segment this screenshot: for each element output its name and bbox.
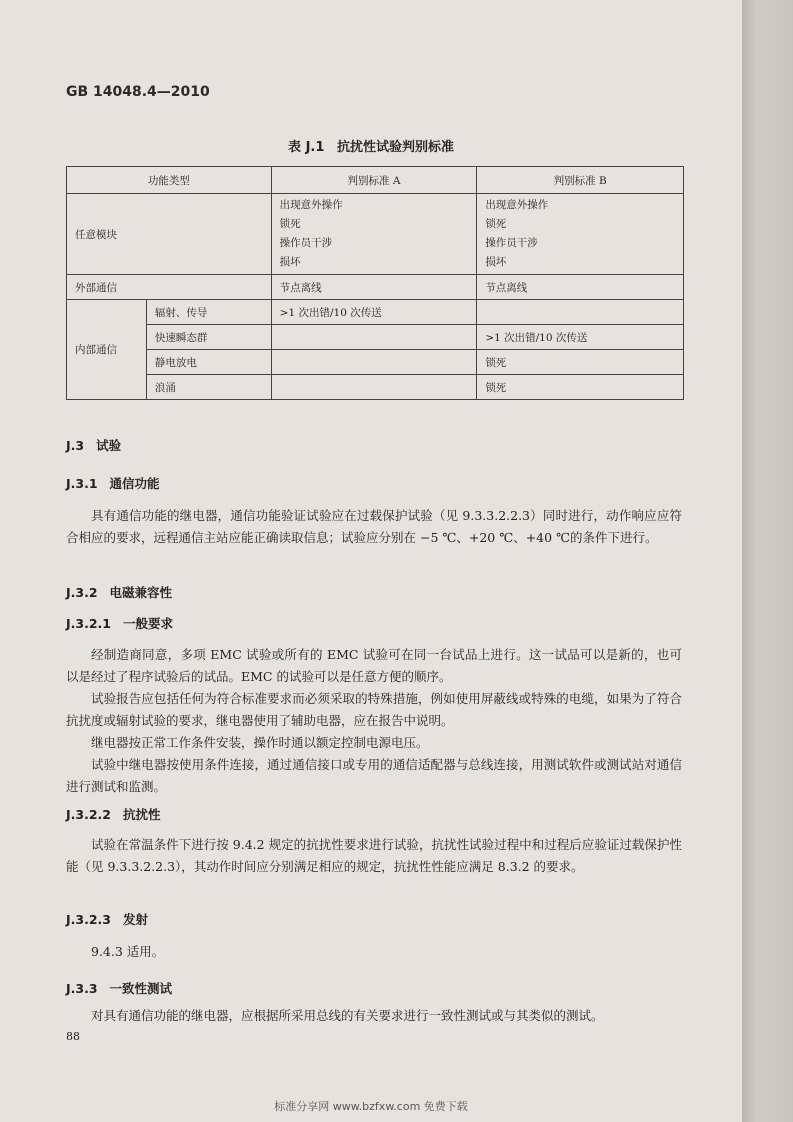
page-number: 88 (66, 1030, 80, 1043)
paragraph: 具有通信功能的继电器，通信功能验证试验应在过载保护试验（见 9.3.3.2.2.3）同时进行，动作响应应符合相应的要求，远程通信主站应能正确读取信息；试验应分别在 −5 ℃、+20 ℃、+40 ℃的条件下进行。 (66, 508, 682, 545)
section-heading-j32 (66, 583, 172, 601)
table-row (67, 275, 684, 300)
table-row (67, 350, 684, 375)
table-row (67, 300, 684, 325)
cell-line: 操作员干涉 (485, 237, 538, 249)
any-module-criterion-a (271, 194, 477, 275)
section-number: J.3.3 (66, 981, 98, 996)
cell-line: 操作员干涉 (279, 237, 333, 249)
section-title: 试验 (96, 438, 122, 453)
row-label-any-module: 任意模块 (67, 194, 272, 275)
section-title: 通信功能 (109, 476, 160, 491)
section-number: J.3.2.1 (66, 616, 111, 631)
paragraph: 试验报告应包括任何为符合标准要求而必须采取的特殊措施，例如使用屏蔽线或特殊的电缆，如果为了符合抗扰度或辐射试验的要求，继电器使用了辅助电器，应在报告中说明。 (66, 691, 682, 728)
paragraph: 试验中继电器按使用条件连接，通过通信接口或专用的通信适配器与总线连接，用测试软件或测试站对通信进行测试和监测。 (66, 757, 682, 794)
section-title: 一致性测试 (109, 981, 173, 996)
section-number: J.3.2.2 (66, 807, 111, 822)
section-heading-j3 (66, 436, 121, 454)
section-title: 电磁兼容性 (109, 585, 173, 600)
section-title: 一般要求 (123, 616, 174, 631)
section-heading-j321 (66, 614, 173, 632)
section-number: J.3.2.3 (66, 912, 111, 927)
row-label-external-comm: 外部通信 (67, 275, 272, 300)
section-number: J.3 (66, 438, 85, 453)
table-title-text: 抗扰性试验判别标准 (336, 140, 454, 155)
cell-line: 锁死 (485, 218, 507, 230)
sub-criterion-b: 锁死 (477, 350, 684, 375)
sub-criterion-b: 锁死 (477, 375, 684, 400)
cell-line: 出现意外操作 (279, 199, 343, 211)
section-number: J.3.2 (66, 585, 98, 600)
table-row (67, 375, 684, 400)
section-heading-j33 (66, 979, 172, 997)
section-heading-j323 (66, 910, 148, 928)
criteria-table (66, 166, 684, 400)
cell-line: 损坏 (485, 256, 507, 268)
section-heading-j322 (66, 805, 161, 823)
header-criterion-b: 判别标准 B (477, 167, 684, 194)
row-label-internal-comm: 内部通信 (67, 300, 147, 400)
table-title (0, 136, 742, 155)
page-edge-shadow (742, 0, 793, 1122)
external-criterion-a: 节点离线 (271, 275, 477, 300)
paragraph: 对具有通信功能的继电器，应根据所采用总线的有关要求进行一致性测试或与其类似的测试。 (91, 1008, 604, 1023)
section-title: 发射 (123, 912, 149, 927)
cell-line: 锁死 (279, 218, 301, 230)
sub-criterion-a: >1 次出错/10 次传送 (271, 300, 477, 325)
sub-criterion-a (271, 350, 477, 375)
table-number: 表 J.1 (288, 140, 325, 155)
sub-label: 辐射、传导 (146, 300, 271, 325)
paragraph: 9.4.3 适用。 (91, 944, 165, 959)
cell-line: 出现意外操作 (485, 199, 549, 211)
cell-line: 损坏 (279, 256, 301, 268)
footer-watermark-text: 标准分享网 www.bzfxw.com 免费下载 (274, 1100, 468, 1113)
paragraph: 试验在常温条件下进行按 9.4.2 规定的抗扰性要求进行试验，抗扰性试验过程中和过程后应验证过载保护性能（见 9.3.3.2.2.3），其动作时间应分别满足相应的规定，抗扰性性能应满足 8.3.2 的要求。 (66, 837, 682, 874)
sub-criterion-a (271, 375, 477, 400)
table-row (67, 325, 684, 350)
section-heading-j31 (66, 474, 160, 492)
paragraph: 继电器按正常工作条件安装，操作时通以额定控制电源电压。 (91, 735, 429, 750)
external-criterion-b: 节点离线 (477, 275, 684, 300)
table-header-row (67, 167, 684, 194)
paragraph: 经制造商同意，多项 EMC 试验或所有的 EMC 试验可在同一台试品上进行。这一试品可以是新的，也可以是经过了程序试验后的试品。EMC 的试验可以是任意方便的顺序。 (66, 647, 682, 684)
sub-label: 快速瞬态群 (146, 325, 271, 350)
section-title: 抗扰性 (123, 807, 161, 822)
standard-code: GB 14048.4—2010 (66, 84, 210, 100)
sub-criterion-a (271, 325, 477, 350)
sub-label: 静电放电 (146, 350, 271, 375)
section-number: J.3.1 (66, 476, 98, 491)
sub-label: 浪涌 (146, 375, 271, 400)
table-row (67, 194, 684, 275)
header-criterion-a: 判别标准 A (271, 167, 477, 194)
header-function-type: 功能类型 (67, 167, 272, 194)
sub-criterion-b (477, 300, 684, 325)
sub-criterion-b: >1 次出错/10 次传送 (477, 325, 684, 350)
any-module-criterion-b (477, 194, 684, 275)
